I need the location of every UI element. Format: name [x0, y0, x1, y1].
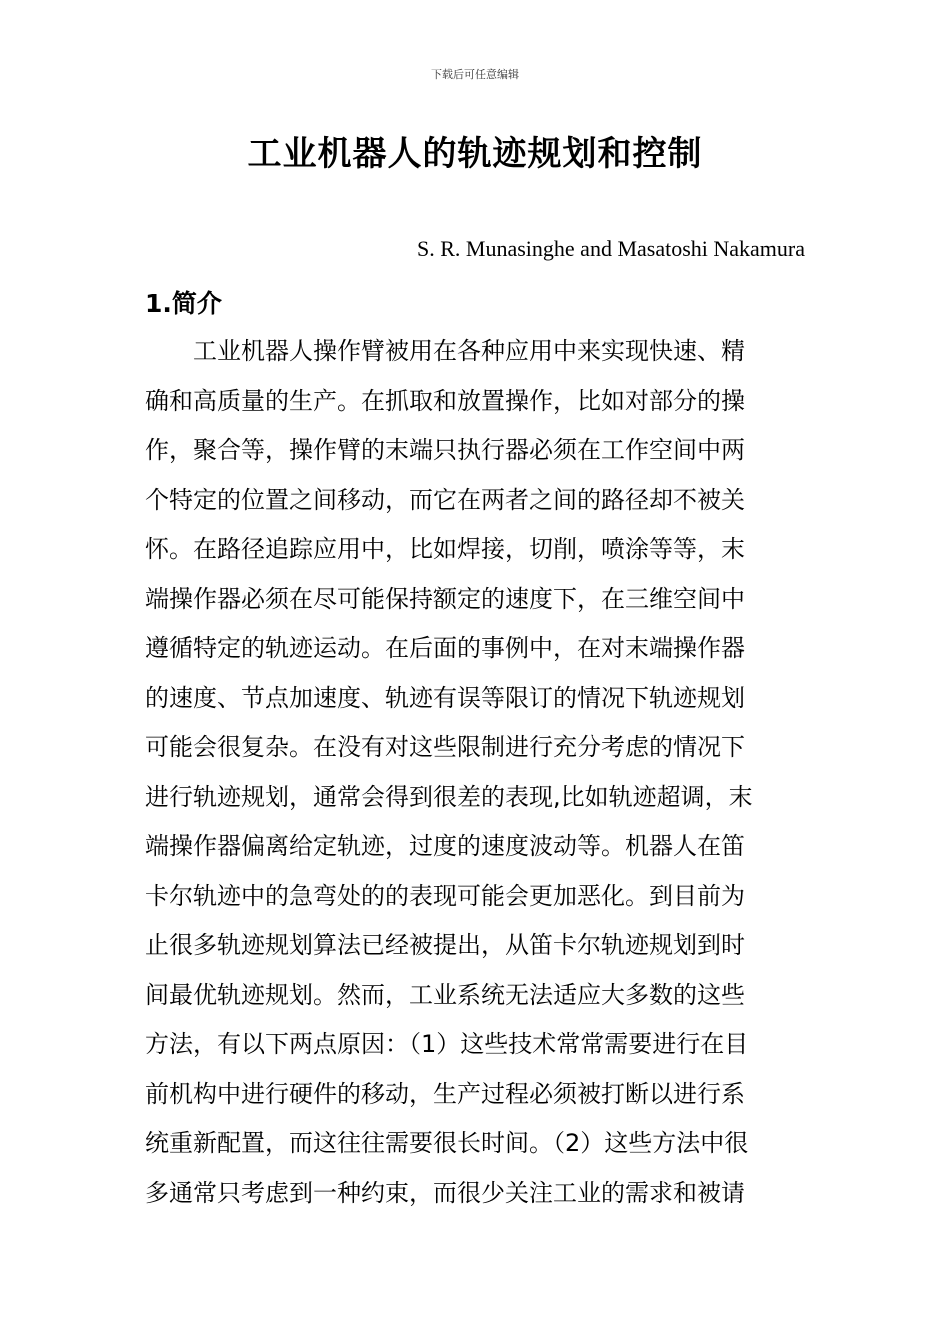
paragraph-line: 前机构中进行硬件的移动，生产过程必须被打断以进行系 [145, 1079, 745, 1108]
paragraph-line: 进行轨迹规划，通常会得到很差的表现,比如轨迹超调，末 [145, 782, 753, 811]
paragraph-line: 统重新配置，而这往往需要很长时间。（2）这些方法中很 [145, 1129, 749, 1157]
paragraph-line: 卡尔轨迹中的急弯处的的表现可能会更加恶化。到目前为 [145, 881, 745, 910]
authors-line: S. R. Munasinghe and Masatoshi Nakamura [417, 236, 805, 261]
paragraph-line: 确和高质量的生产。在抓取和放置操作，比如对部分的操 [145, 386, 745, 415]
paragraph-line: 遵循特定的轨迹运动。在后面的事例中，在对末端操作器 [145, 634, 745, 662]
paragraph-line: 间最优轨迹规划。然而，工业系统无法适应大多数的这些 [145, 980, 745, 1009]
paragraph-line: 端操作器必须在尽可能保持额定的速度下，在三维空间中 [145, 584, 745, 613]
paragraph-line: 的速度、节点加速度、轨迹有误等限订的情况下轨迹规划 [145, 683, 745, 712]
paragraph-line: 多通常只考虑到一种约束，而很少关注工业的需求和被请 [145, 1178, 745, 1207]
paragraph-line: 工业机器人操作臂被用在各种应用中来实现快速、精 [193, 337, 745, 365]
section-heading: 1.简介 [145, 289, 222, 318]
body-paragraph [145, 327, 807, 1218]
paragraph-line: 止很多轨迹规划算法已经被提出，从笛卡尔轨迹规划到时 [145, 931, 745, 959]
paragraph-line: 作，聚合等，操作臂的末端只执行器必须在工作空间中两 [145, 436, 745, 464]
paragraph-line: 个特定的位置之间移动，而它在两者之间的路径却不被关 [145, 485, 745, 514]
paragraph-line: 可能会很复杂。在没有对这些限制进行充分考虑的情况下 [145, 733, 745, 761]
paragraph-line: 怀。在路径追踪应用中，比如焊接，切削，喷涂等等，末 [145, 535, 745, 563]
header-note: 下载后可任意编辑 [431, 68, 519, 81]
document-title: 工业机器人的轨迹规划和控制 [247, 134, 703, 174]
paragraph-line: 端操作器偏离给定轨迹，过度的速度波动等。机器人在笛 [145, 832, 745, 860]
paragraph-line: 方法，有以下两点原因：（1）这些技术常常需要进行在目 [145, 1030, 749, 1058]
